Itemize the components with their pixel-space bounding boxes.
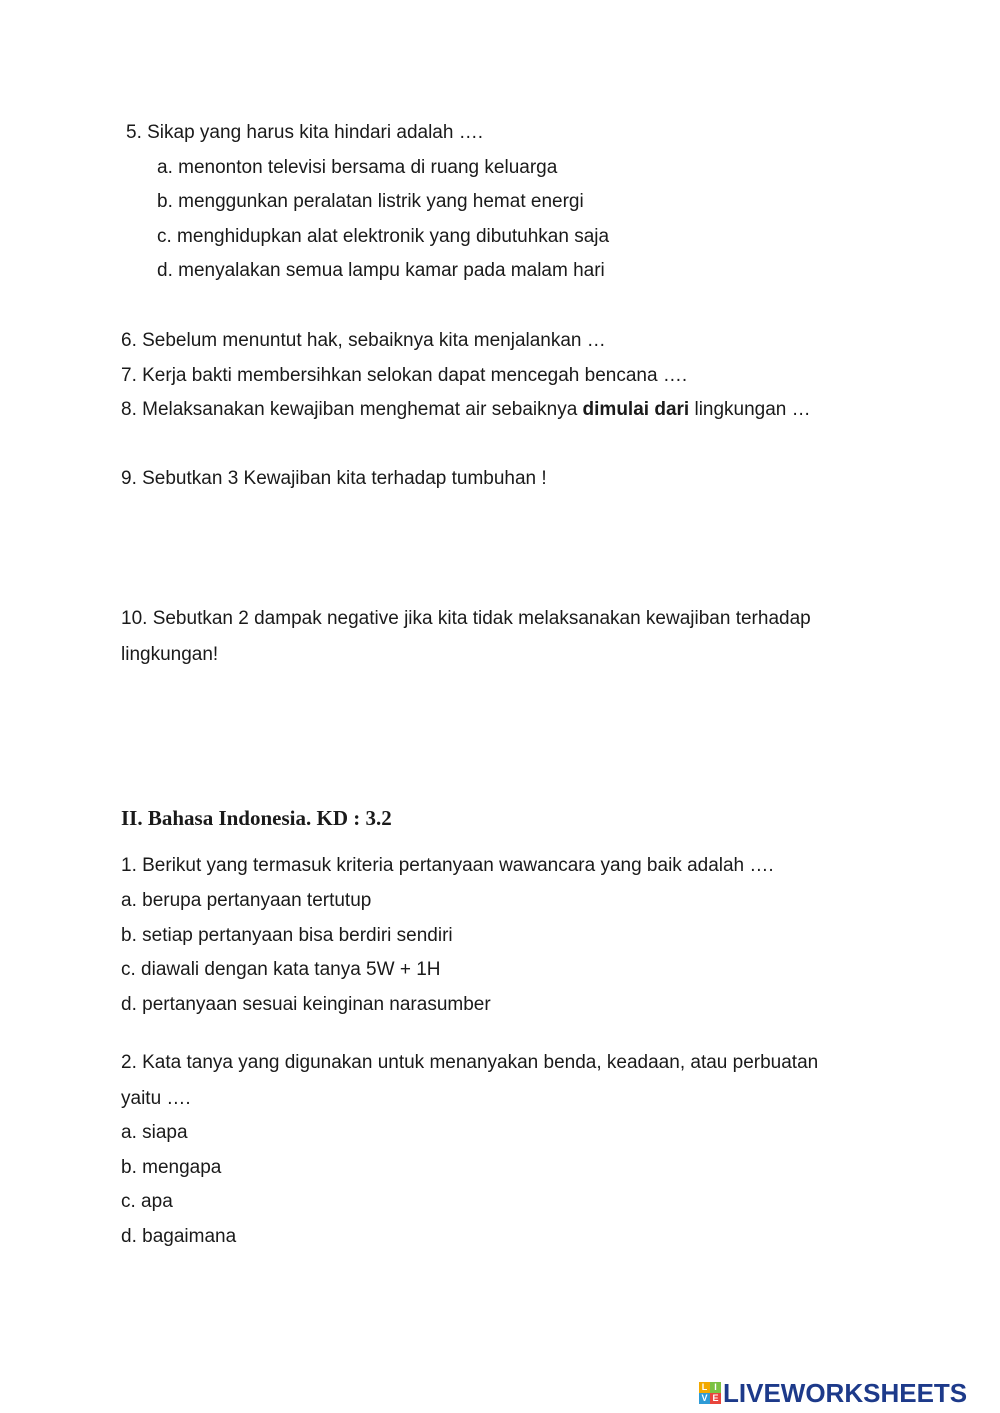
logo-mark-tile-3: V — [699, 1393, 710, 1404]
logo-mark-tile-2: I — [710, 1382, 721, 1393]
bi-q1-option-b: b. setiap pertanyaan bisa berdiri sendiri — [121, 925, 453, 946]
q9-text: 9. Sebutkan 3 Kewajiban kita terhadap tumbuhan ! — [121, 468, 547, 489]
logo-mark-tile-4: E — [710, 1393, 721, 1404]
bi-q1-option-c: c. diawali dengan kata tanya 5W + 1H — [121, 959, 441, 980]
bi-q2-line2: yaitu …. — [121, 1088, 191, 1109]
q5-option-b: b. menggunkan peralatan listrik yang hemat energi — [157, 191, 584, 212]
q5-option-d: d. menyalakan semua lampu kamar pada malam hari — [157, 260, 605, 281]
q10-line2: lingkungan! — [121, 644, 219, 665]
q8-text — [121, 398, 811, 422]
section-heading: II. Bahasa Indonesia. KD : 3.2 — [121, 806, 392, 830]
bi-q1-option-a: a. berupa pertanyaan tertutup — [121, 890, 372, 911]
q5-option-c: c. menghidupkan alat elektronik yang dibutuhkan saja — [157, 226, 610, 247]
liveworksheets-logo[interactable] — [699, 1377, 968, 1408]
q6-text: 6. Sebelum menuntut hak, sebaiknya kita menjalankan … — [121, 330, 606, 351]
bi-q2-option-a: a. siapa — [121, 1122, 188, 1143]
q5-question: 5. Sikap yang harus kita hindari adalah …. — [126, 122, 483, 143]
bi-q2-option-b: b. mengapa — [121, 1157, 222, 1178]
logo-mark-tile-1: L — [699, 1382, 710, 1393]
q8-bold: dimulai dari — [582, 399, 690, 420]
bi-q1-option-d: d. pertanyaan sesuai keinginan narasumber — [121, 994, 491, 1015]
bi-q2-option-d: d. bagaimana — [121, 1226, 237, 1247]
bi-q2-option-c: c. apa — [121, 1191, 173, 1212]
q8-before: 8. Melaksanakan kewajiban menghemat air sebaiknya — [121, 399, 583, 420]
logo-text: LIVEWORKSHEETS — [723, 1377, 968, 1408]
bi-q1-question: 1. Berikut yang termasuk kriteria pertanyaan wawancara yang baik adalah …. — [121, 855, 774, 876]
logo-mark-icon — [699, 1382, 721, 1404]
q7-text: 7. Kerja bakti membersihkan selokan dapat mencegah bencana …. — [121, 365, 688, 386]
q5-option-a: a. menonton televisi bersama di ruang keluarga — [157, 157, 558, 178]
q8-after: lingkungan … — [689, 399, 811, 420]
bi-q2-line1: 2. Kata tanya yang digunakan untuk menanyakan benda, keadaan, atau perbuatan — [121, 1052, 819, 1073]
q10-line1: 10. Sebutkan 2 dampak negative jika kita tidak melaksanakan kewajiban terhadap — [121, 608, 811, 629]
